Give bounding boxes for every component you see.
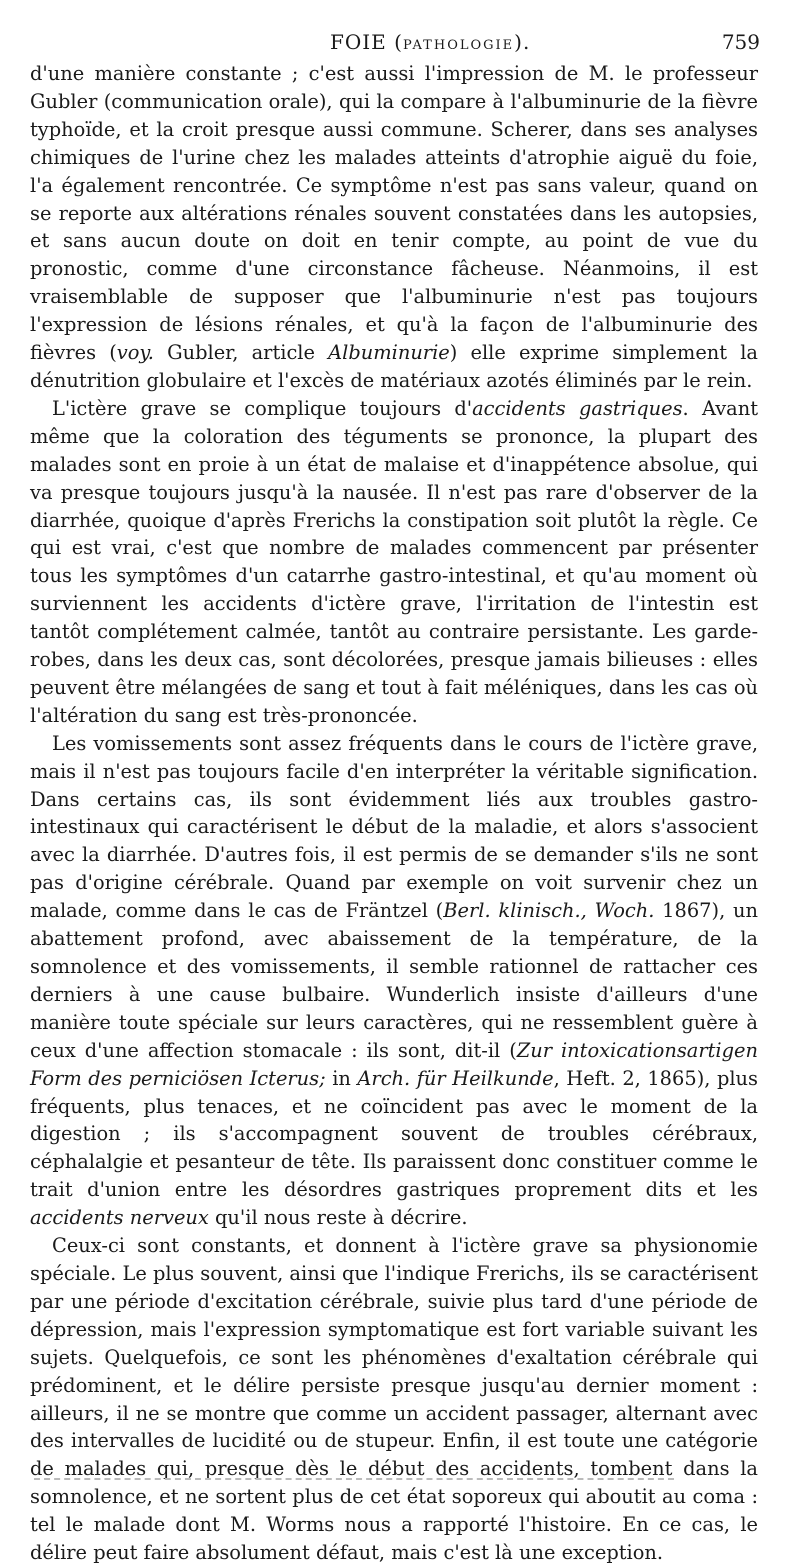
paragraph (30, 60, 758, 395)
text-run: L'ictère grave se complique toujours d' (52, 396, 473, 420)
title-subtitle: PATHOLOGIE (402, 38, 515, 53)
title-paren-close: ). (514, 30, 531, 54)
italic-run: accidents gastriques (472, 396, 683, 420)
paragraph (30, 730, 758, 1232)
text-run: Gubler, article (153, 341, 329, 365)
text-run: Ceux-ci sont constants, et donnent à l'ictère grave sa physionomie spéciale. Le plus souvent, ainsi que l'indique Frerichs, ils se caractérisent par une période d'excitation cérébrale, suivie plus tard d'une période de dépression, mais l'expression symptomatique est fort variable suivant les sujets. Quelquefois, ce sont les phénomènes d'exaltation cérébrale qui prédominent, et le délire persiste presque jusqu'au dernier moment : ailleurs, il ne se montre que comme un accident passager, alternant avec des intervalles de lucidité ou de stupeur. Enfin, il est toute une catégorie de malades qui, presque dès le début des accidents, tombent dans la somnolence, et ne sortent plus de cet état soporeux qui aboutit au coma : tel le malade dont M. Worms nous a rapporté l'histoire. En ce cas, le délire peut faire absolument défaut, mais c'est là une exception. (30, 1234, 758, 1565)
italic-run: Albuminurie (328, 341, 450, 365)
text-run: , Heft. 2, 1865), plus fréquents, plus tenaces, et ne coïncident pas avec le moment de la digestion ; ils s'accompagnent souvent de troubles cérébraux, céphalalgie et pesanteur de tête. Ils paraissent donc constituer comme le trait d'union entre les désordres gastriques proprement dits et les (30, 1066, 758, 1202)
paragraph (30, 1232, 758, 1567)
title-paren-open: ( (394, 30, 403, 54)
italic-run: Arch. für Heilkunde (357, 1066, 554, 1090)
body-text (30, 60, 758, 1567)
italic-run: Zur intoxicationsartigen Form des perniciösen Icterus; (30, 1038, 758, 1090)
italic-run: Berl. klinisch., Woch. (443, 899, 655, 923)
text-run: qu'il nous reste à décrire. (208, 1206, 468, 1230)
title-main: FOIE (330, 30, 395, 54)
text-run: d'une manière constante ; c'est aussi l'impression de M. le professeur Gubler (communication orale), qui la compare à l'albuminurie de la fièvre typhoïde, et la croit presque aussi commune. Scherer, dans ses analyses chimiques de l'urine chez les malades atteints d'atrophie aiguë du foie, l'a également rencontrée. Ce symptôme n'est pas sans valeur, quand on se reporte aux altérations rénales souvent constatées dans les autopsies, et sans aucun doute on doit en tenir compte, au point de vue du pronostic, comme d'une circonstance fâcheuse. Néanmoins, il est vraisemblable de supposer que l'albuminurie n'est pas toujours l'expression de lésions rénales, et qu'à la façon de l'albuminurie des fièvres ( (30, 62, 758, 365)
text-run: in (325, 1066, 358, 1090)
italic-run: voy. (116, 341, 154, 365)
text-run: . Avant même que la coloration des téguments se prononce, la plupart des malades sont en proie à un état de malaise et d'inappétence absolue, qui va presque toujours jusqu'à la nausée. Il n'est pas rare d'observer de la diarrhée, quoique d'après Frerichs la constipation soit plutôt la règle. Ce qui est vrai, c'est que nombre de malades commencent par présenter tous les symptômes d'un catarrhe gastro-intestinal, et qu'au moment où surviennent les accidents d'ictère grave, l'irritation de l'intestin est tantôt complétement calmée, tantôt au contraire persistante. Les garde-robes, dans les deux cas, sont décolorées, presque jamais bilieuses : elles peuvent être mélangées de sang et tout à fait méléniques, dans les cas où l'altération du sang est très-prononcée. (30, 396, 759, 727)
paragraph (30, 395, 758, 730)
text-run: Les vomissements sont assez fréquents dans le cours de l'ictère grave, mais il n'est pas toujours facile d'en interpréter la véritable signification. Dans certains cas, ils sont évidemment liés aux troubles gastro-intestinaux qui caractérisent le début de la maladie, et alors s'associent avec la diarrhée. D'autres fois, il est permis de se demander s'ils ne sont pas d'origine cérébrale. Quand par exemple on voit survenir chez un malade, comme dans le cas de Fräntzel ( (30, 731, 758, 923)
text-run: ) elle exprime simplement la dénutrition globulaire et l'excès de matériaux azotés éliminés par le rein. (30, 341, 758, 392)
running-header (30, 30, 760, 60)
italic-run: accidents nerveux (30, 1206, 209, 1230)
running-title (330, 30, 530, 54)
page-number: 759 (721, 30, 760, 54)
text-run: 1867), un abattement profond, avec abaissement de la température, de la somnolence et des vomissements, il semble rationnel de rattacher ces derniers à une cause bulbaire. Wunderlich insiste d'ailleurs d'une manière toute spéciale sur leurs caractères, qui ne ressemblent guère à ceux d'une affection stomacale : ils sont, dit-il ( (30, 899, 758, 1062)
footer-rule (34, 1478, 674, 1480)
